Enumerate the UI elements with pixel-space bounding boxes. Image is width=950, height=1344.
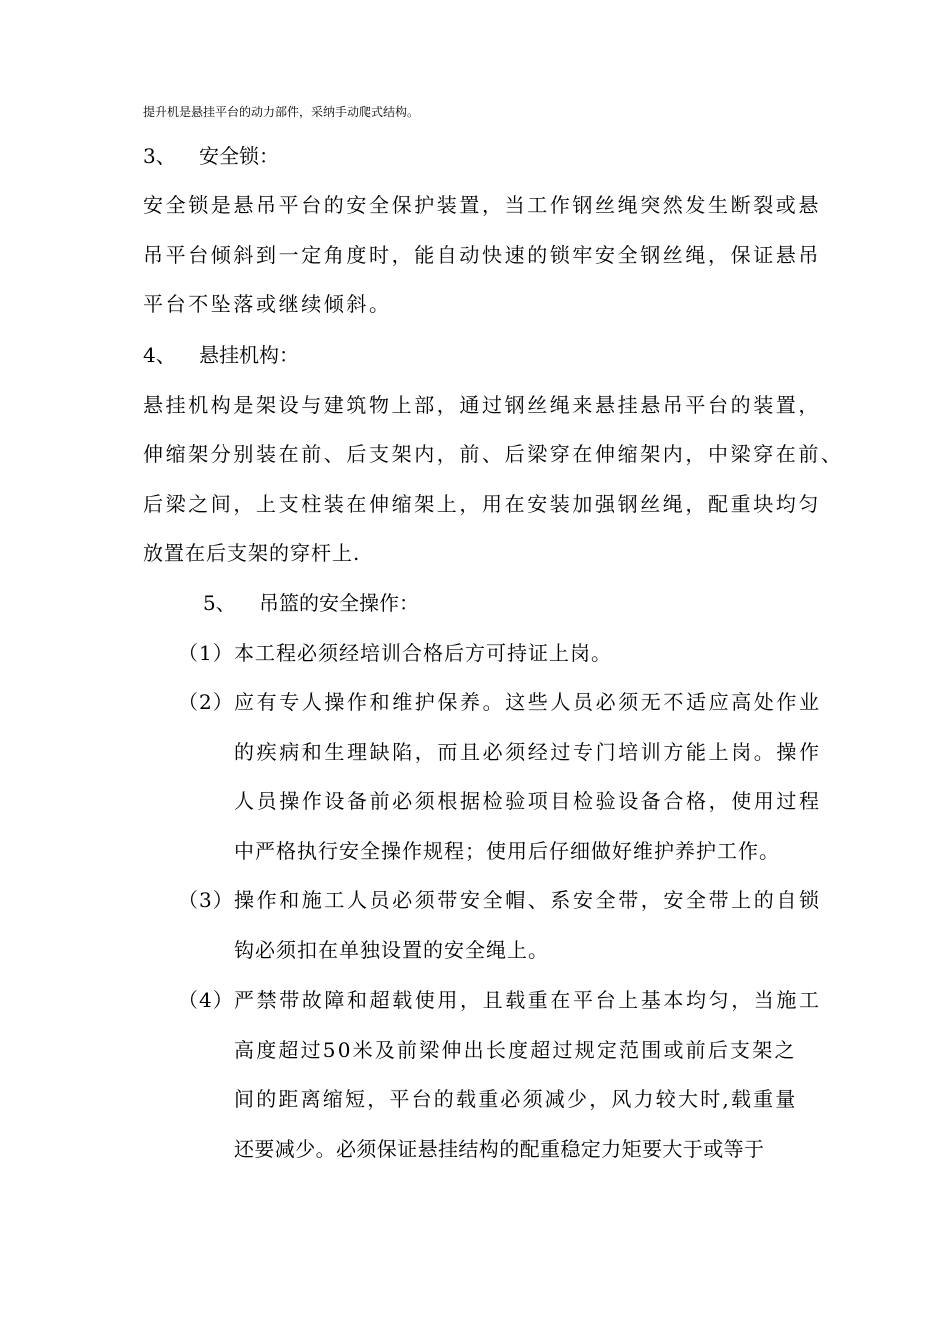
item-1-line: 本工程必须经培训合格后方可持证上岗。: [234, 641, 612, 665]
item-4-marker: （4）: [178, 988, 234, 1012]
item-2-line: 应有专人操作和维护保养。这些人员必须无不适应高处作业: [234, 690, 822, 714]
item-4-line: 高度超过50米及前梁伸出长度超过规定范围或前后支架之: [234, 1038, 797, 1062]
item-1-marker: （1）: [178, 641, 234, 665]
section-4-title: 悬挂机构：: [199, 343, 299, 367]
item-4-line: 严禁带故障和超载使用，且载重在平台上基本均匀，当施工: [234, 988, 822, 1012]
section-4-line: 放置在后支架的穿杆上.: [143, 541, 361, 565]
item-4-line: 还要减少。必须保证悬挂结构的配重稳定力矩要大于或等于: [234, 1137, 765, 1161]
section-4-line: 后梁之间，上支柱装在伸缩架上，用在安装加强钢丝绳，配重块均匀: [143, 492, 821, 516]
item-2-marker: （2）: [178, 690, 234, 714]
section-5-title: 吊篮的安全操作：: [259, 591, 419, 615]
section-3-line: 吊平台倾斜到一定角度时，能自动快速的锁牢安全钢丝绳，保证悬吊: [143, 243, 821, 267]
intro-text: 提升机是悬挂平台的动力部件，采纳手动爬式结构。: [143, 105, 420, 119]
section-5-number: 5、: [203, 591, 236, 615]
section-4-line: 悬挂机构是架设与建筑物上部，通过钢丝绳来悬挂悬吊平台的装置，: [143, 393, 821, 417]
section-3-number: 3、: [143, 144, 176, 168]
section-3-line: 平台不坠落或继续倾斜。: [143, 292, 392, 316]
section-4-heading: [143, 345, 299, 365]
item-3-marker: （3）: [178, 888, 234, 912]
item-2-line: 的疾病和生理缺陷，而且必须经过专门培训方能上岗。操作: [234, 740, 822, 764]
section-3-heading: [143, 146, 279, 166]
section-4-number: 4、: [143, 343, 176, 367]
item-3-line: 钩必须扣在单独设置的安全绳上。: [234, 938, 549, 962]
section-3-title: 安全锁：: [199, 144, 279, 168]
item-2-line: 中严格执行安全操作规程；使用后仔细做好维护养护工作。: [234, 839, 780, 863]
item-3-line: 操作和施工人员必须带安全帽、系安全带，安全带上的自锁: [234, 888, 822, 912]
section-3-line: 安全锁是悬吊平台的安全保护装置，当工作钢丝绳突然发生断裂或悬: [143, 193, 821, 217]
section-4-line: 伸缩架分别装在前、后支架内，前、后梁穿在伸缩架内，中梁穿在前、: [143, 442, 844, 466]
item-4-line: 间的距离缩短，平台的载重必须减少，风力较大时,载重量: [234, 1087, 798, 1111]
item-2-line: 人员操作设备前必须根据检验项目检验设备合格，使用过程: [234, 789, 822, 813]
section-5-heading: [203, 593, 419, 613]
